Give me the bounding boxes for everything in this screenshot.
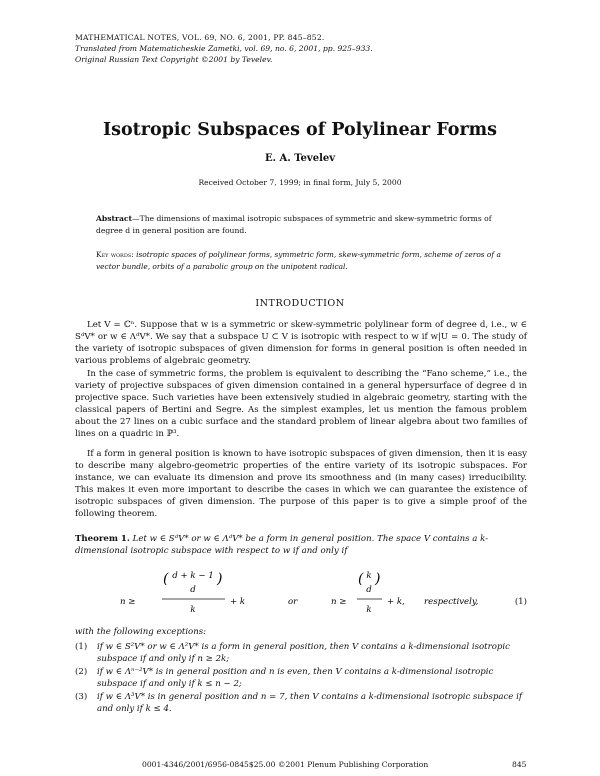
section-title: INTRODUCTION — [255, 298, 345, 309]
formula-or: or — [288, 597, 298, 607]
exception-number: (2) — [75, 667, 88, 677]
footer-code: 0001-4346/2001/6956-0845$25.00 ©2001 Plenum Publishing Corporation — [142, 760, 429, 769]
binom-paren-right-2: ) — [375, 571, 381, 587]
intro-paragraph-1: Let V = ℂⁿ. Suppose that w is a symmetric or skew-symmetric polylinear form of degree d, i.e., w ∈ SᵈV* or w ∈ ΛᵈV*. We say that a subspace U ⊂ V is isotropic with respect to w if w|U = 0. The study of the variety of isotropic subspaces of given dimension for forms in general position is often needed in various problems of algebraic geometry. — [75, 320, 527, 367]
binom-paren-right-1: ) — [217, 571, 223, 587]
page-number: 845 — [512, 760, 527, 769]
abstract-label: Abstract — [96, 214, 133, 223]
abstract-text: —The dimensions of maximal isotropic subspaces of symmetric and skew-symmetric forms of degree d in general position are found. — [96, 214, 492, 235]
abstract — [96, 213, 506, 236]
equation-number: (1) — [514, 597, 527, 607]
binom-top-2: k — [366, 571, 372, 581]
binom-bottom-2: d — [366, 585, 372, 595]
exceptions-lead: with the following exceptions: — [75, 627, 207, 637]
keywords-text: isotropic spaces of polylinear forms, symmetric form, skew-symmetric form, scheme of zeros of a vector bundle, orbits of a parabolic group on the unipotent radical. — [96, 250, 501, 271]
theorem-text: Let w ∈ SᵈV* or w ∈ ΛᵈV* be a form in general position. The space V contains a k-dimensional isotropic subspace with respect to w if and only if — [75, 534, 489, 557]
exception-text: if w ∈ Λ³V* is in general position and n = 7, then V contains a k-dimensional isotropic subspace if and only if k ≤ 4. — [97, 692, 523, 714]
intro-paragraph-2: In the case of symmetric forms, the problem is equivalent to describing the “Fano scheme,” i.e., the variety of projective subspaces of given dimension contained in a general hypersurface of degree d in projective space. Such varieties have been extensively studied in algebraic geometry, starting with the classical papers of Bertini and Segre. As the simplest examples, let us mention the famous problem about the 27 lines on a cubic surface and the standard problem of linear algebra about two families of lines on a quadric in ℙ³. — [75, 369, 527, 440]
exception-text: if w ∈ Λⁿ⁻²V* is in general position and n is even, then V contains a k-dimensional isotropic subspace if and only if k ≤ n − 2; — [97, 667, 494, 689]
fraction-den-1: k — [190, 605, 196, 615]
translation-note: Translated from Matematicheskie Zametki, vol. 69, no. 6, 2001, pp. 925–933. — [75, 44, 373, 53]
binom-top-1: d + k − 1 — [172, 571, 214, 581]
exception-text: if w ∈ S²V* or w ∈ Λ²V* is a form in general position, then V contains a k-dimensional isotropic subspace if and only if n ≥ 2k; — [97, 642, 510, 664]
binom-paren-left-1: ( — [163, 571, 169, 587]
formula-plus-1: + k — [230, 597, 246, 607]
formula-lhs-2: n ≥ — [331, 597, 347, 607]
fraction-den-2: k — [366, 605, 372, 615]
binom-bottom-1: d — [190, 585, 196, 595]
formula-lhs-1: n ≥ — [120, 597, 136, 607]
received-date: Received October 7, 1999; in final form, July 5, 2000 — [198, 178, 402, 187]
intro-paragraph-3: If a form in general position is known to have isotropic subspaces of given dimension, then it is easy to describe many algebro-geometric properties of the entire variety of its isotropic subspaces. For instance, we can evaluate its dimension and prove its smoothness and (in many cases) irreducibility. This makes it even more important to describe the cases in which we can guarantee the existence of isotropic subspaces of given dimension. The purpose of this paper is to give a simple proof of the following theorem. — [75, 449, 527, 520]
exception-number: (3) — [75, 692, 88, 702]
binom-paren-left-2: ( — [358, 571, 364, 587]
exception-item — [75, 641, 527, 665]
keywords-label: Key words: — [96, 250, 134, 259]
exception-item — [75, 666, 527, 690]
author-name: E. A. Tevelev — [264, 153, 336, 164]
exception-number: (1) — [75, 642, 88, 652]
formula-respectively: respectively, — [424, 597, 479, 607]
exception-item — [75, 691, 527, 715]
copyright-note: Original Russian Text Copyright ©2001 by Tevelev. — [75, 55, 273, 64]
journal-header-line: MATHEMATICAL NOTES, VOL. 69, NO. 6, 2001, PP. 845–852. — [75, 33, 325, 42]
formula-plus-2: + k, — [387, 597, 405, 607]
theorem-label: Theorem 1. — [75, 534, 130, 544]
keywords — [96, 249, 506, 272]
formula-svg — [120, 565, 530, 627]
formula-1 — [120, 565, 530, 627]
theorem — [75, 533, 527, 557]
paper-title: Isotropic Subspaces of Polylinear Forms — [102, 120, 498, 140]
